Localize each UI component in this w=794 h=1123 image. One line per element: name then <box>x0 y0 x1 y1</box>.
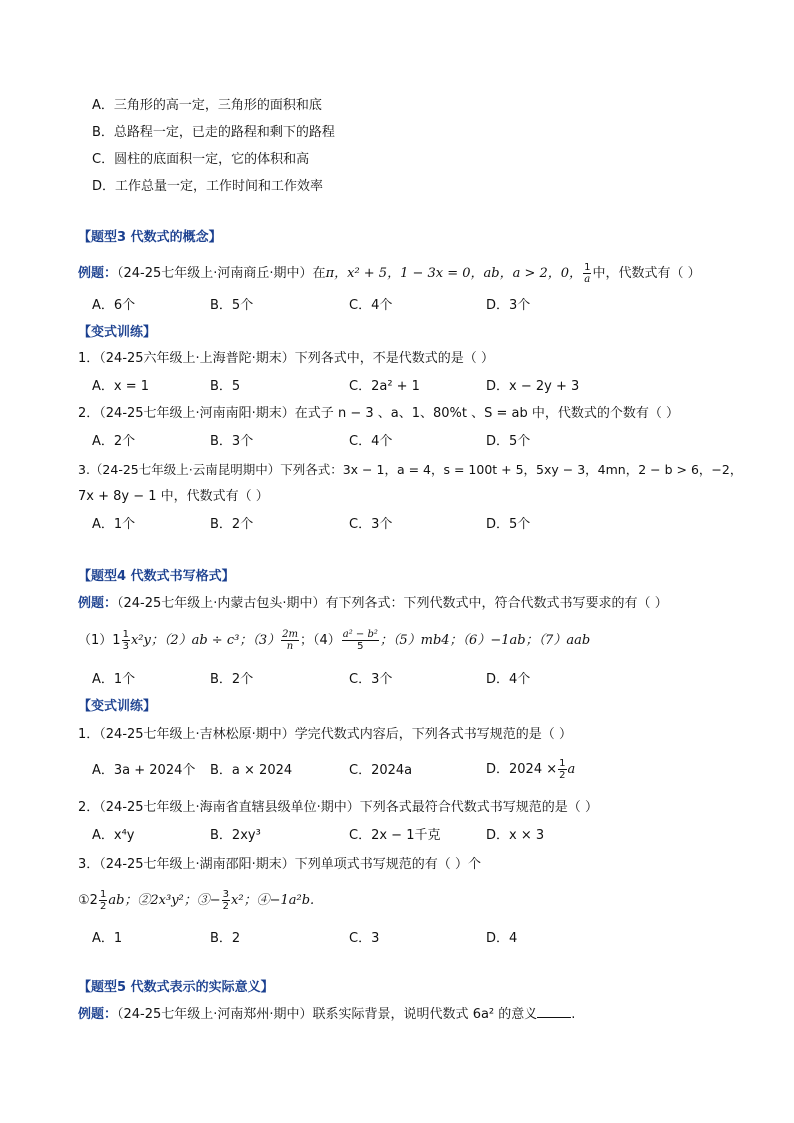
choice: D．x − 2y + 3 <box>486 379 580 394</box>
example-text: （24-25七年级上·河南郑州·期中）联系实际背景，说明代数式 6a² 的意义 <box>117 1007 538 1022</box>
section-heading: 【题型4 代数式书写格式】 <box>78 569 235 584</box>
fraction: $\frac{1}{2}$ <box>99 889 107 912</box>
example-label: 例题： <box>78 596 118 611</box>
question-3-line2: 7x + 8y − 1 中，代数式有（ ） <box>78 489 269 504</box>
question-3-line1: 3.（24-25七年级上·云南昆明期中）下列各式：3x − 1，a = 4，s = 100t + 5，5xy − 3，4mn，2 − b > 6，−2， <box>78 462 743 477</box>
choice: C．4个 <box>349 434 393 449</box>
fraction: $\frac{1}{2}$ <box>559 758 566 781</box>
variant-label: 【变式训练】 <box>78 325 157 340</box>
choice: A．3a + 2024个 <box>92 763 196 778</box>
section-heading: 【题型3 代数式的概念】 <box>78 230 222 245</box>
choice: B．a × 2024 <box>210 763 293 778</box>
question-1: 1．（24-25七年级上·吉林松原·期中）学完代数式内容后，下列各式书写规范的是（ ） <box>78 727 572 742</box>
choice: B．5 <box>210 379 241 394</box>
choice: C．2a² + 1 <box>349 379 420 394</box>
choice: A．6个 <box>92 298 136 313</box>
choice: B．2个 <box>210 672 254 687</box>
example-text: （24-25七年级上·内蒙古包头·期中）有下列各式：下列代数式中，符合代数式书写要求的有（ ） <box>117 596 668 611</box>
choice: D．2024 × $\frac{1}{2}$ a <box>486 758 576 781</box>
answer-blank[interactable] <box>537 1004 571 1018</box>
example-question <box>78 594 668 614</box>
expression-list: （1）1 $\frac{1}{3}$ x²y；（2）ab ÷ c³；（3） $\frac{2m}{n}$ ；（4） $\frac{\text{a² − b²}}{5}$ ；（5）mb4；（6）−1ab；（7）aab <box>78 629 591 652</box>
choice: D．5个 <box>486 434 531 449</box>
example-source: （24-25七年级上·河南商丘·期中）在 <box>117 266 326 281</box>
choice: B．2xy³ <box>210 828 261 843</box>
variant-label: 【变式训练】 <box>78 699 157 714</box>
example-question: 例题：（24-25七年级上·河南郑州·期中）联系实际背景，说明代数式 6a² 的意义 . <box>78 1004 575 1025</box>
example-label: 例题： <box>78 266 118 281</box>
choice: D．5个 <box>486 517 531 532</box>
choice: A．2个 <box>92 434 136 449</box>
option-c: C．圆柱的底面积一定，它的体积和高 <box>92 152 310 167</box>
choice: C．2024a <box>349 763 413 778</box>
choice: C．3 <box>349 931 380 946</box>
choice: C．3个 <box>349 517 393 532</box>
choice: D．3个 <box>486 298 531 313</box>
fraction: $\frac{2m}{n}$ <box>282 629 298 652</box>
question-2: 2．（24-25七年级上·海南省直辖县级单位·期中）下列各式最符合代数式书写规范的是（ ） <box>78 800 598 815</box>
choice: B．3个 <box>210 434 254 449</box>
choice: A．x⁴y <box>92 828 135 843</box>
example-tail: 中，代数式有（ ） <box>592 266 701 281</box>
fraction: $\frac{1}{a}$ <box>584 262 591 285</box>
choice: A．x = 1 <box>92 379 150 394</box>
fraction: $\frac{\text{a² − b²}}{5}$ <box>342 629 378 652</box>
question-1: 1．（24-25六年级上·上海普陀·期末）下列各式中，不是代数式的是（ ） <box>78 351 494 366</box>
fraction: $\frac{1}{3}$ <box>122 629 129 652</box>
choice: C．2x − 1千克 <box>349 828 441 843</box>
choice: C．3个 <box>349 672 393 687</box>
option-a: A．三角形的高一定，三角形的面积和底 <box>92 98 322 113</box>
option-d: D．工作总量一定，工作时间和工作效率 <box>92 179 324 194</box>
example-label: 例题： <box>78 1007 118 1022</box>
choice: D．x × 3 <box>486 828 545 843</box>
example-expressions: π，x² + 5，1 − 3x = 0，ab，a > 2，0， <box>325 266 583 281</box>
choice: B．5个 <box>210 298 254 313</box>
option-b: B．总路程一定，已走的路程和剩下的路程 <box>92 125 335 140</box>
choice: D．4 <box>486 931 518 946</box>
choice: A．1个 <box>92 672 136 687</box>
section-heading: 【题型5 代数式表示的实际意义】 <box>78 980 274 995</box>
question-2: 2．（24-25七年级上·河南南阳·期末）在式子 n − 3 、a、1、80%t 、S = ab 中，代数式的个数有（ ） <box>78 406 679 421</box>
choice: A．1个 <box>92 517 136 532</box>
example-question <box>78 262 701 285</box>
choice: B．2 <box>210 931 241 946</box>
monomial-list: ①2 $\frac{1}{2}$ ab；②2x³y²；③− $\frac{3}{2}$ x²；④−1a²b. <box>78 889 315 912</box>
fraction: $\frac{3}{2}$ <box>222 889 230 912</box>
choice: B．2个 <box>210 517 254 532</box>
choice: D．4个 <box>486 672 531 687</box>
choice: C．4个 <box>349 298 393 313</box>
choice: A．1 <box>92 931 123 946</box>
question-3: 3．（24-25七年级上·湖南邵阳·期末）下列单项式书写规范的有（ ）个 <box>78 857 481 872</box>
